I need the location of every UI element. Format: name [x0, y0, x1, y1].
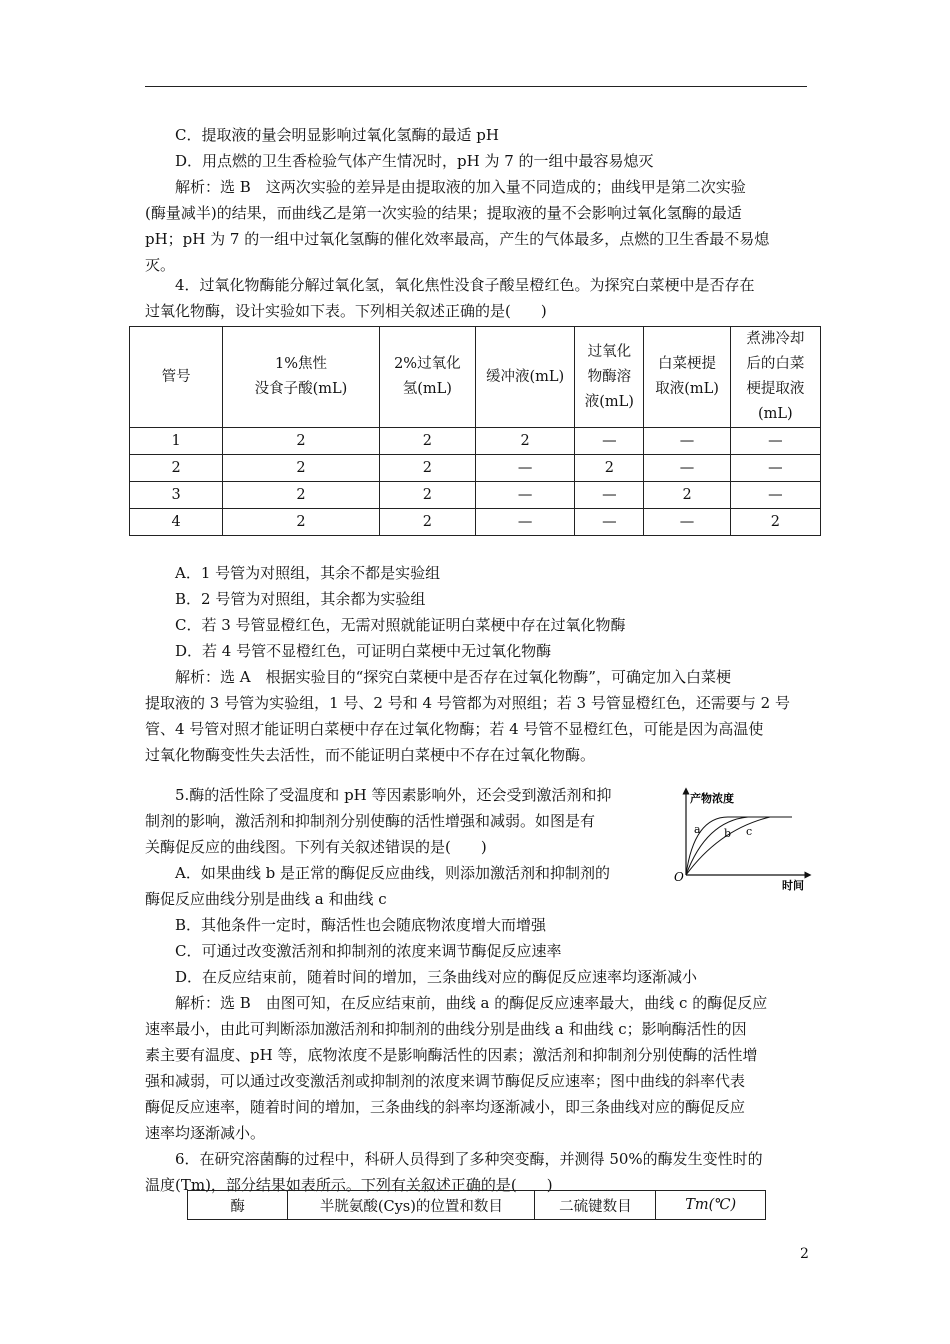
table-row [130, 509, 821, 536]
x-axis-label: 时间 [782, 879, 804, 892]
table-cell: 1 [130, 428, 223, 455]
table-cell: 3 [130, 482, 223, 509]
table-cell: 2 [379, 509, 475, 536]
q5-stem-line: 5.酶的活性除了受温度和 pH 等因素影响外，还会受到激活剂和抑 [175, 786, 612, 804]
table-row [130, 455, 821, 482]
table-cell: 2 [575, 455, 644, 482]
q5-analysis-line: 速率最小，由此可判断添加激活剂和抑制剂的曲线分别是曲线 a 和曲线 c；影响酶活性的因 [145, 1020, 747, 1038]
q3-option-c: C．提取液的量会明显影响过氧化氢酶的最适 pH [175, 126, 499, 144]
q5-option-b: B．其他条件一定时，酶活性也会随底物浓度增大而增强 [175, 916, 547, 934]
table-cell: — [644, 455, 730, 482]
table-header-cell: 煮沸冷却 后的白菜 梗提取液 (mL) [730, 327, 820, 428]
q4-option-b: B．2 号管为对照组，其余都为实验组 [175, 590, 426, 608]
table-cell: — [730, 455, 820, 482]
table-cell: — [575, 482, 644, 509]
header-rule [145, 86, 807, 87]
q5-stem [145, 782, 665, 912]
table-cell: 2 [475, 428, 574, 455]
q4-options [145, 560, 810, 768]
q4-stem-line: 4．过氧化物酶能分解过氧化氢，氧化焦性没食子酸呈橙红色。为探究白菜梗中是否存在 [175, 276, 755, 294]
q5-rest [145, 912, 810, 1198]
q5-analysis-line: 酶促反应速率，随着时间的增加，三条曲线的斜率均逐渐减小，即三条曲线对应的酶促反应 [145, 1098, 746, 1116]
table-cell: — [475, 482, 574, 509]
table-header-cell: 二硫键数目 [535, 1191, 656, 1220]
q4-analysis-line: 解析：选 A 根据实验目的“探究白菜梗中是否存在过氧化物酶”，可确定加入白菜梗 [175, 668, 731, 686]
table-cell: — [644, 509, 730, 536]
curve-c-label: c [746, 825, 753, 838]
q4-stem [145, 272, 810, 324]
q3-analysis-line: 灭。 [145, 256, 176, 274]
curve-a [686, 817, 792, 875]
q5-option-c: C．可通过改变激活剂和抑制剂的浓度来调节酶促反应速率 [175, 942, 562, 960]
table-cell: — [475, 455, 574, 482]
q3-analysis-line: pH；pH 为 7 的一组中过氧化氢酶的催化效率最高，产生的气体最多，点燃的卫生香最不易熄 [145, 230, 770, 248]
table-cell: 2 [379, 455, 475, 482]
table-cell: 2 [379, 428, 475, 455]
table-cell: — [730, 428, 820, 455]
table-cell: — [575, 509, 644, 536]
q4-option-c: C．若 3 号管显橙红色，无需对照就能证明白菜梗中存在过氧化物酶 [175, 616, 626, 634]
page-number: 2 [800, 1246, 809, 1262]
y-axis-label: 产物浓度 [690, 792, 734, 805]
q5-analysis-line: 速率均逐渐减小。 [145, 1124, 266, 1142]
table-header-cell: 管号 [130, 327, 223, 428]
table-cell: 2 [644, 482, 730, 509]
table-cell: 4 [130, 509, 223, 536]
table-header-cell: Tm(℃) [656, 1191, 766, 1220]
table-cell: 2 [223, 455, 379, 482]
q5-curve-graph [670, 785, 815, 895]
table-header-row [188, 1191, 766, 1220]
q4-analysis-line: 提取液的 3 号管为实验组，1 号、2 号和 4 号管都为对照组；若 3 号管显橙红色，还需要与 2 号 [145, 694, 790, 712]
q3-analysis-line: (酶量减半)的结果，而曲线乙是第一次实验的结果；提取液的量不会影响过氧化氢酶的最适 [145, 204, 742, 222]
q5-option-a-cont: 酶促反应曲线分别是曲线 a 和曲线 c [145, 890, 387, 908]
table-cell: — [575, 428, 644, 455]
table-cell: 2 [223, 428, 379, 455]
q4-option-a: A．1 号管为对照组，其余不都是实验组 [175, 564, 441, 582]
q5-stem-line: 制剂的影响，激活剂和抑制剂分别使酶的活性增强和减弱。如图是有 [145, 812, 596, 830]
q3-tail [145, 122, 810, 278]
origin-label: O [674, 870, 684, 884]
q6-stem-line: 6．在研究溶菌酶的过程中，科研人员得到了多种突变酶，并测得 50%的酶发生变性时的 [175, 1150, 763, 1168]
q3-analysis-line: 解析：选 B 这两次实验的差异是由提取液的加入量不同造成的；曲线甲是第二次实验 [175, 178, 746, 196]
table-header-cell: 过氧化 物酶溶 液(mL) [575, 327, 644, 428]
table-header-row [130, 327, 821, 428]
table-header-cell: 缓冲液(mL) [475, 327, 574, 428]
q5-analysis-line: 强和减弱，可以通过改变激活剂或抑制剂的浓度来调节酶促反应速率；图中曲线的斜率代表 [145, 1072, 746, 1090]
table-cell: 2 [223, 482, 379, 509]
table-row [130, 482, 821, 509]
curve-a-label: a [694, 823, 701, 836]
q4-option-d: D．若 4 号管不显橙红色，可证明白菜梗中无过氧化物酶 [175, 642, 552, 660]
q5-analysis-line: 解析：选 B 由图可知，在反应结束前，曲线 a 的酶促反应速率最大，曲线 c 的酶促反应 [175, 994, 768, 1012]
table-cell: — [730, 482, 820, 509]
table-cell: — [644, 428, 730, 455]
q5-option-d: D．在反应结束前，随着时间的增加，三条曲线对应的酶促反应速率均逐渐减小 [175, 968, 698, 986]
q3-option-d: D．用点燃的卫生香检验气体产生情况时，pH 为 7 的一组中最容易熄灭 [175, 152, 654, 170]
table-header-cell: 1%焦性 没食子酸(mL) [223, 327, 379, 428]
table-cell: 2 [223, 509, 379, 536]
table-row [130, 428, 821, 455]
q5-analysis-line: 素主要有温度、pH 等，底物浓度不是影响酶活性的因素；激活剂和抑制剂分别使酶的活性增 [145, 1046, 758, 1064]
q6-table [187, 1190, 766, 1220]
q5-option-a: A．如果曲线 b 是正常的酶促反应曲线，则添加激活剂和抑制剂的 [175, 864, 610, 882]
table-header-cell: 酶 [188, 1191, 288, 1220]
table-header-cell: 白菜梗提 取液(mL) [644, 327, 730, 428]
table-cell: 2 [379, 482, 475, 509]
q4-analysis-line: 过氧化物酶变性失去活性，而不能证明白菜梗中不存在过氧化物酶。 [145, 746, 596, 764]
table-cell: 2 [730, 509, 820, 536]
curve-b-label: b [724, 827, 732, 840]
q5-stem-line: 关酶促反应的曲线图。下列有关叙述错误的是( ) [145, 838, 487, 856]
table-header-cell: 2%过氧化 氢(mL) [379, 327, 475, 428]
table-cell: 2 [130, 455, 223, 482]
table-header-cell: 半胱氨酸(Cys)的位置和数目 [288, 1191, 535, 1220]
q4-stem-line: 过氧化物酶，设计实验如下表。下列相关叙述正确的是( ) [145, 302, 547, 320]
q6-stem-line: 温度(Tm)，部分结果如表所示。下列有关叙述正确的是( ) [145, 1176, 553, 1194]
table-cell: — [475, 509, 574, 536]
q4-analysis-line: 管、4 号管对照才能证明白菜梗中存在过氧化物酶；若 4 号管不显橙红色，可能是因为高温使 [145, 720, 764, 738]
q4-table [129, 326, 821, 536]
